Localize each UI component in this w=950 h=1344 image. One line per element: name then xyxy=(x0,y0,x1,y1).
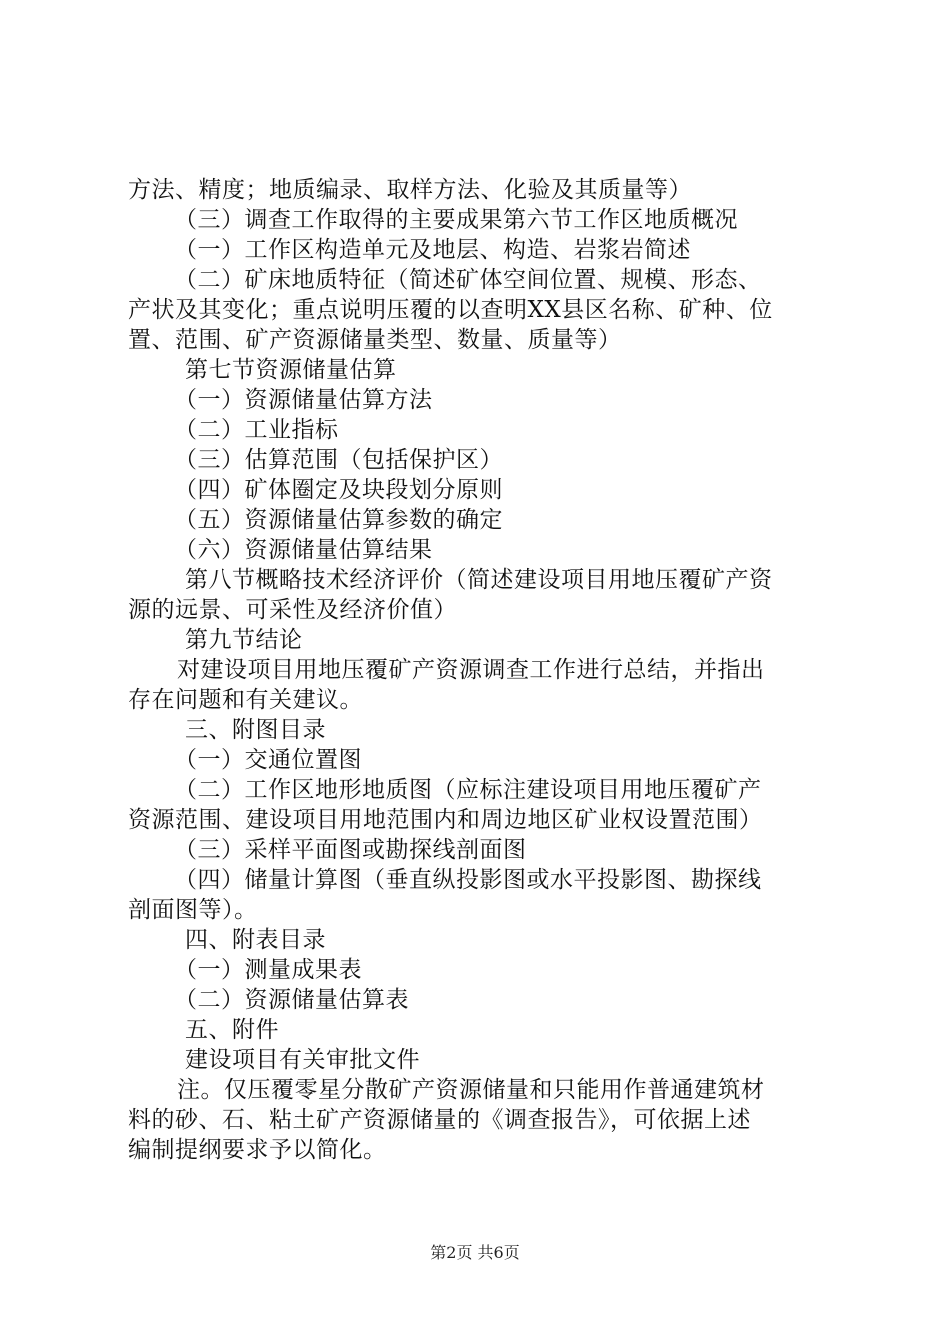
note-line: 料的砂、石、粘土矿产资源储量的《调查报告》，可依据上述 xyxy=(128,1107,751,1133)
section-heading: 四、附表目录 xyxy=(185,927,326,953)
text-line: 剖面图等）。 xyxy=(128,897,258,923)
text-line: 产状及其变化；重点说明压覆的以查明XX县区名称、矿种、位 xyxy=(128,297,773,323)
text-line: 对建设项目用地压覆矿产资源调查工作进行总结，并指出 xyxy=(177,657,765,683)
text-line: （一）测量成果表 xyxy=(174,957,362,983)
text-line: （三）估算范围（包括保护区） xyxy=(174,447,503,473)
text-line: （一）工作区构造单元及地层、构造、岩浆岩简述 xyxy=(174,237,691,263)
text-line: （二）工业指标 xyxy=(174,417,339,443)
text-line: 资源范围、建设项目用地范围内和周边地区矿业权设置范围） xyxy=(128,807,763,833)
text-line: （四）储量计算图（垂直纵投影图或水平投影图、勘探线 xyxy=(174,867,762,893)
text-line: 建设项目有关审批文件 xyxy=(185,1047,420,1073)
text-line: （二）资源储量估算表 xyxy=(174,987,409,1013)
text-line: （五）资源储量估算参数的确定 xyxy=(174,507,503,533)
note-line: 编制提纲要求予以简化。 xyxy=(128,1137,387,1163)
note-line: 注。仅压覆零星分散矿产资源储量和只能用作普通建筑材 xyxy=(177,1077,765,1103)
section-heading: 五、附件 xyxy=(185,1017,279,1043)
section-heading: 第八节概略技术经济评价（简述建设项目用地压覆矿产资 xyxy=(185,567,773,593)
text-line: （三）采样平面图或勘探线剖面图 xyxy=(174,837,527,863)
text-line: 存在问题和有关建议。 xyxy=(128,687,363,713)
text-line: （六）资源储量估算结果 xyxy=(174,537,433,563)
document-body xyxy=(128,175,833,1165)
text-line: 源的远景、可采性及经济价值） xyxy=(128,597,457,623)
text-line: 置、范围、矿产资源储量类型、数量、质量等） xyxy=(128,327,622,353)
text-line: （四）矿体圈定及块段划分原则 xyxy=(174,477,503,503)
text-line: 方法、精度；地质编录、取样方法、化验及其质量等） xyxy=(128,177,692,203)
text-line: （二）工作区地形地质图（应标注建设项目用地压覆矿产 xyxy=(174,777,762,803)
text-line: （一）资源储量估算方法 xyxy=(174,387,433,413)
section-heading: 第九节结论 xyxy=(185,627,303,653)
section-heading: 三、附图目录 xyxy=(185,717,326,743)
section-heading: 第七节资源储量估算 xyxy=(185,357,397,383)
text-line: （二）矿床地质特征（简述矿体空间位置、规模、形态、 xyxy=(174,267,762,293)
text-line: （三）调查工作取得的主要成果第六节工作区地质概况 xyxy=(174,207,738,233)
page-number-footer: 第2页 共6页 xyxy=(430,1243,520,1262)
text-line: （一）交通位置图 xyxy=(174,747,362,773)
